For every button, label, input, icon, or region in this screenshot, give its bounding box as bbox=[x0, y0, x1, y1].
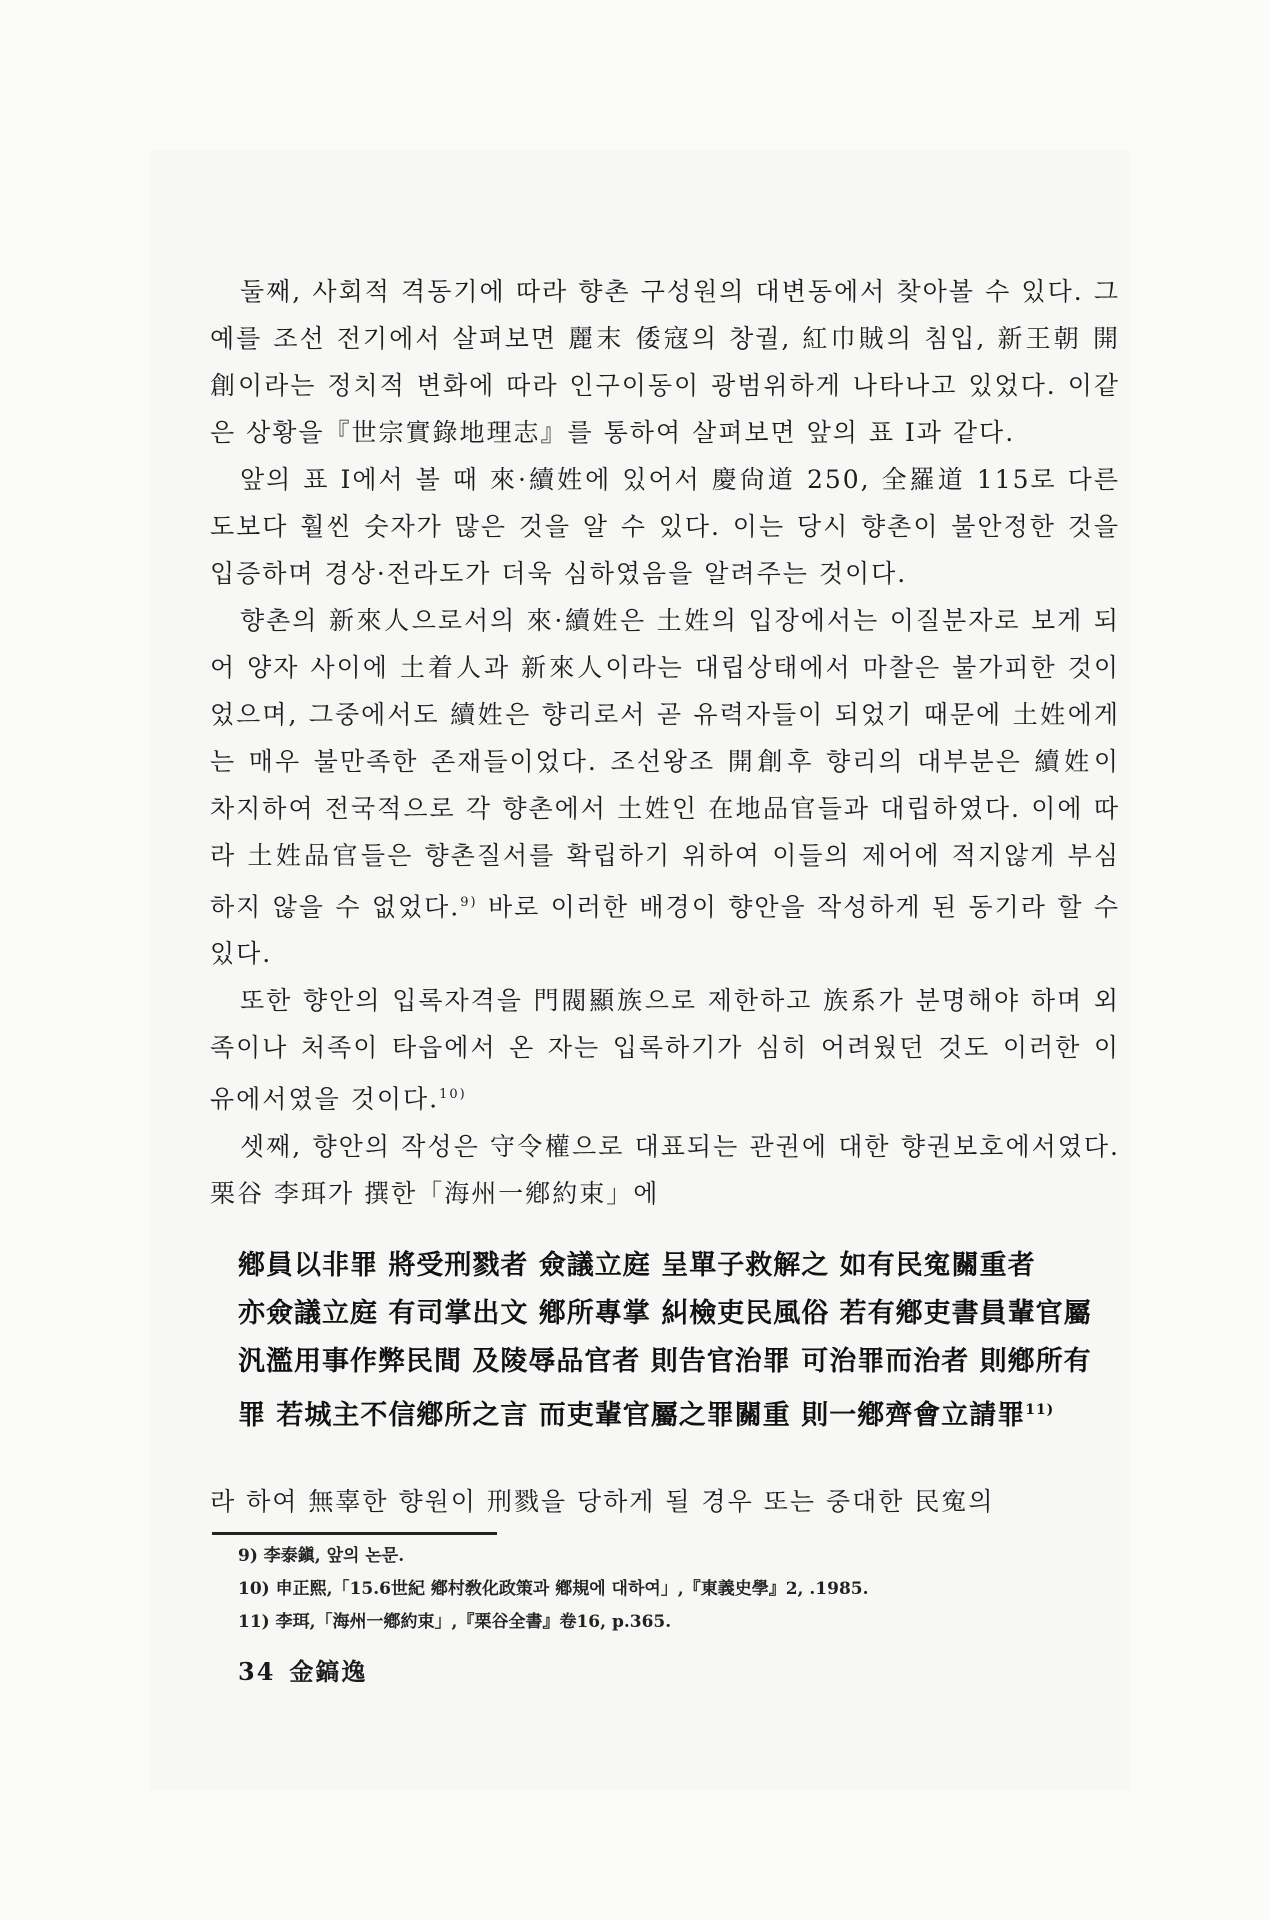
paragraph-4-text: 또한 향안의 입록자격을 門閥顯族으로 제한하고 族系가 분명해야 하며 외족이나 처족이 타읍에서 온 자는 입록하기가 심히 어려웠던 것도 이러한 이유에서였을 것이다. bbox=[210, 986, 1120, 1114]
author-name: 金鎬逸 bbox=[289, 1657, 368, 1686]
footnote-ref-11: 11) bbox=[1025, 1402, 1055, 1418]
paragraph-5: 셋째, 향안의 작성은 守令權으로 대표되는 관권에 대한 향권보호에서였다. 栗谷 李珥가 撰한「海州一鄕約束」에 bbox=[210, 1131, 1120, 1208]
page-number: 34 bbox=[238, 1657, 276, 1686]
quote-line-4 bbox=[238, 1386, 1118, 1440]
footnote-10: 10) 申正熙,「15.6世紀 鄕村敎化政策과 鄕規에 대하여」,『東義史學』2, .1985. bbox=[238, 1579, 869, 1599]
footnote-11: 11) 李珥,「海州一鄕約束」,『栗谷全書』卷16, p.365. bbox=[238, 1612, 672, 1632]
footnote-ref-10: 10) bbox=[439, 1087, 467, 1103]
footnote-ref-9: 9) bbox=[460, 895, 478, 910]
footnotes bbox=[238, 1540, 1118, 1639]
quote-line-3: 汎濫用事作弊民間 及陵辱品官者 則告官治罪 可治罪而治者 則鄕所有 bbox=[238, 1346, 1092, 1377]
continuation-text: 라 하여 無辜한 향원이 刑戮을 당하게 될 경우 또는 중대한 民寃의 bbox=[210, 1487, 995, 1516]
paragraph-3-tail: 바로 이러한 배경이 향안을 작성하게 된 동기라 할 수 있다. bbox=[210, 892, 1120, 969]
paragraph-3 bbox=[210, 597, 1120, 977]
page-footer bbox=[238, 1652, 381, 1687]
paragraph-4 bbox=[210, 977, 1120, 1122]
footnote-divider bbox=[212, 1532, 497, 1535]
paragraph-2: 앞의 표 I에서 볼 때 來·續姓에 있어서 慶尙道 250, 全羅道 115로 다른 도보다 훨씬 숫자가 많은 것을 알 수 있다. 이는 당시 향촌이 불안정한 것을 입증하며 경상·전라도가 더욱 심하였음을 알려주는 것이다. bbox=[210, 465, 1120, 588]
paragraph-1: 둘째, 사회적 격동기에 따라 향촌 구성원의 대변동에서 찾아볼 수 있다. 그 예를 조선 전기에서 살펴보면 麗末 倭寇의 창궐, 紅巾賊의 침입, 新王朝 開創이라는 정치적 변화에 따라 인구이동이 광범위하게 나타나고 있었다. 이같은 상황을『世宗實錄地理志』를 통하여 살펴보면 앞의 표 I과 같다. bbox=[210, 277, 1120, 447]
block-quote bbox=[238, 1242, 1118, 1440]
quote-line-2: 亦僉議立庭 有司掌出文 鄕所專掌 糾檢吏民風俗 若有鄕吏書員輩官屬 bbox=[238, 1298, 1092, 1329]
footnote-9: 9) 李泰鎭, 앞의 논문. bbox=[238, 1546, 405, 1566]
paragraph-3-text: 향촌의 新來人으로서의 來·續姓은 土姓의 입장에서는 이질분자로 보게 되어 양자 사이에 土着人과 新來人이라는 대립상태에서 마찰은 불가피한 것이었으며, 그중에서도 續姓은 향리로서 곧 유력자들이 되었기 때문에 土姓에게는 매우 불만족한 존재들이었다. 조선왕조 開創후 향리의 대부분은 續姓이 차지하여 전국적으로 각 향촌에서 土姓인 在地品官들과 대립하였다. 이에 따라 土姓品官들은 향촌질서를 확립하기 위하여 이들의 제어에 적지않게 부심하지 않을 수 없었다. bbox=[210, 606, 1120, 922]
quote-line-1: 鄕員以非罪 將受刑戮者 僉議立庭 呈單子救解之 如有民寃關重者 bbox=[238, 1250, 1036, 1281]
main-body-text bbox=[210, 268, 1120, 1217]
quote-line-4-text: 罪 若城主不信鄕所之言 而吏輩官屬之罪關重 則一鄕齊會立請罪 bbox=[238, 1400, 1026, 1431]
